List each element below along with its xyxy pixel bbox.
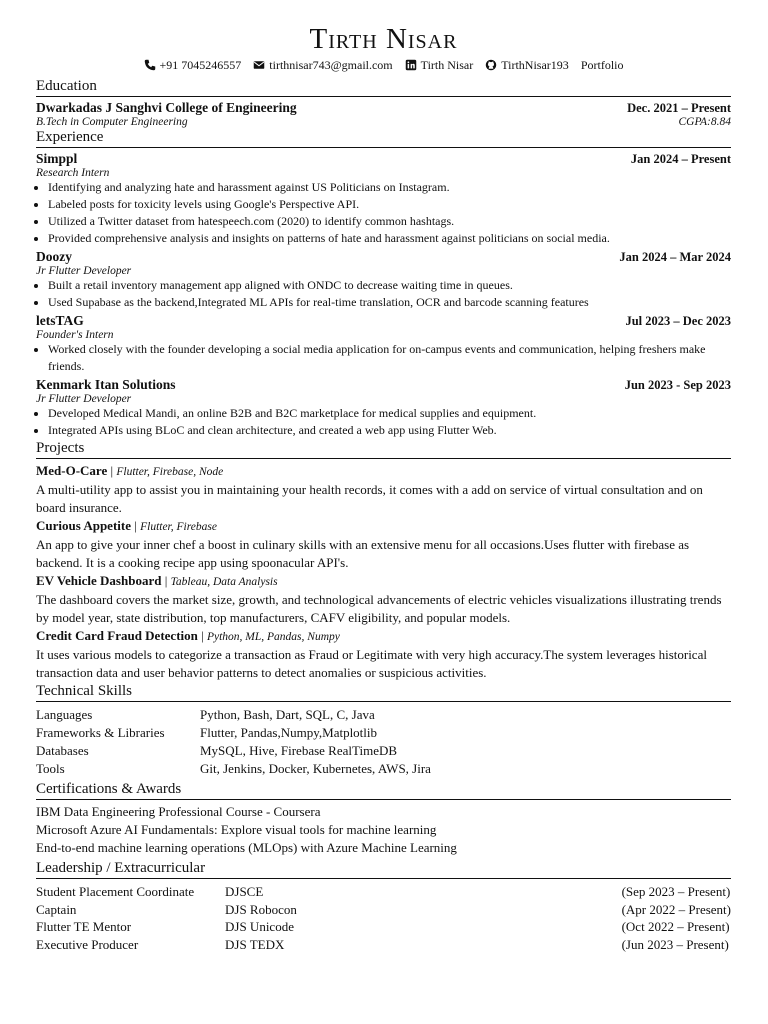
- project-ev-dashboard: [36, 572, 731, 627]
- job-date: Jul 2023 – Dec 2023: [625, 314, 731, 328]
- skills-title: Technical Skills: [36, 682, 731, 702]
- job-role: Founder's Intern: [36, 329, 114, 341]
- contact-bar: [36, 57, 731, 73]
- job-org: Doozy: [36, 249, 72, 264]
- contact-phone[interactable]: [144, 57, 242, 73]
- project-desc: An app to give your inner chef a boost in culinary skills with an extensive menu for all occasions.Uses flutter with firebase as backend. It is a cooking recipe app using spoonacular API's.: [36, 537, 690, 570]
- contact-email[interactable]: [253, 57, 392, 73]
- portfolio-text: Portfolio: [580, 58, 624, 72]
- education-title: Education: [36, 77, 731, 97]
- lead-org: DJS Unicode: [225, 919, 294, 934]
- job-org: letsTAG: [36, 313, 84, 328]
- skill-value: MySQL, Hive, Firebase RealTimeDB: [200, 743, 398, 758]
- job-bullet: • Used Supabase as the backend,Integrated ML APIs for real-time translation, OCR and barcode scanning features: [48, 294, 731, 311]
- portfolio-link[interactable]: [581, 57, 624, 73]
- job-bullet: • Built a retail inventory management app aligned with ONDC to decrease waiting time in queues.: [48, 277, 731, 294]
- job-bullet: • Identifying and analyzing hate and harassment against US Politicians on Instagram.: [48, 179, 731, 196]
- project-curious-appetite: [36, 517, 731, 572]
- education-date: Dec. 2021 – Present: [627, 101, 731, 115]
- linkedin-text: Tirth Nisar: [420, 58, 474, 72]
- certs-list: [36, 803, 731, 857]
- leadership-table: [36, 883, 731, 953]
- email-text: tirthnisar743@gmail.com: [269, 58, 393, 72]
- skill-value: Git, Jenkins, Docker, Kubernetes, AWS, Jira: [200, 761, 431, 776]
- contact-github[interactable]: [485, 57, 569, 73]
- linkedin-icon: [405, 59, 417, 71]
- phone-text: +91 7045246557: [159, 58, 242, 72]
- project-desc: A multi-utility app to assist you in maintaining your health records, it comes with a add on service of virtual consultation and on board insurance.: [36, 482, 703, 515]
- project-fraud-detection: [36, 627, 731, 682]
- lead-date: (Oct 2022 – Present): [621, 919, 730, 934]
- skill-label: Frameworks & Libraries: [36, 725, 165, 740]
- job-role: Jr Flutter Developer: [36, 265, 132, 277]
- project-desc: The dashboard covers the market size, growth, and technological advancements of electric vehicles visualizations illustrating trends by model year, state distribution, top manufacturers, CAFV eligibility, and popular models.: [36, 592, 722, 625]
- github-text: TirthNisar193: [501, 58, 569, 72]
- lead-org: DJS TEDX: [225, 936, 285, 952]
- job-bullet: • Worked closely with the founder developing a social media application for on-campus events and communication, helping freshers make friends.: [48, 341, 731, 375]
- school-name: Dwarkadas J Sanghvi College of Engineering: [36, 100, 297, 115]
- job-doozy: [36, 249, 731, 311]
- education-sub-row: [36, 116, 731, 128]
- job-role: Research Intern: [36, 167, 110, 179]
- job-simppl: [36, 151, 731, 247]
- skill-value: Python, Bash, Dart, SQL, C, Java: [200, 707, 375, 722]
- cert-item: Microsoft Azure AI Fundamentals: Explore visual tools for machine learning: [36, 822, 437, 837]
- project-separator: |: [130, 518, 141, 533]
- project-name: Med-O-Care: [36, 463, 108, 478]
- project-tech: Tableau, Data Analysis: [170, 576, 278, 588]
- lead-date: (Sep 2023 – Present): [621, 884, 731, 899]
- job-kenmark: [36, 377, 731, 439]
- project-tech: Flutter, Firebase: [140, 521, 217, 533]
- education-row: [36, 100, 731, 116]
- cgpa: CGPA:8.84: [678, 116, 731, 128]
- job-date: Jun 2023 - Sep 2023: [624, 378, 731, 392]
- project-separator: |: [197, 628, 207, 643]
- envelope-icon: [253, 59, 265, 71]
- lead-date: (Jun 2023 – Present): [621, 936, 729, 952]
- contact-linkedin[interactable]: [405, 57, 474, 73]
- project-tech: Flutter, Firebase, Node: [116, 466, 224, 478]
- project-separator: |: [161, 573, 171, 588]
- lead-role: Student Placement Coordinate: [36, 884, 195, 899]
- leadership-title: Leadership / Extracurricular: [36, 859, 731, 879]
- project-tech: Python, ML, Pandas, Numpy: [206, 631, 340, 643]
- job-date: Jan 2024 – Mar 2024: [619, 250, 731, 264]
- experience-title: Experience: [36, 128, 731, 148]
- cert-item: IBM Data Engineering Professional Course - Coursera: [36, 804, 321, 819]
- job-bullet: • Provided comprehensive analysis and insights on patterns of hate and harassment against politicians on social media.: [48, 230, 731, 247]
- job-org: Kenmark Itan Solutions: [36, 377, 176, 392]
- lead-role: Flutter TE Mentor: [36, 919, 132, 934]
- projects-title: Projects: [36, 439, 731, 459]
- certs-title: Certifications & Awards: [36, 780, 731, 800]
- project-name: EV Vehicle Dashboard: [36, 573, 162, 588]
- lead-date: (Apr 2022 – Present): [621, 901, 731, 917]
- lead-org: DJS Robocon: [225, 901, 297, 917]
- skill-label: Tools: [36, 761, 65, 776]
- project-desc: It uses various models to categorize a transaction as Fraud or Legitimate with very high accuracy.The system leverages historical transaction data and user behavior patterns to detect anomalies or suspicious activities.: [36, 647, 707, 680]
- project-name: Curious Appetite: [36, 518, 131, 533]
- skill-label: Languages: [36, 707, 93, 722]
- candidate-name: Tirth Nisar: [309, 23, 458, 55]
- github-icon: [485, 59, 497, 71]
- job-bullet: • Labeled posts for toxicity levels using Google's Perspective API.: [48, 196, 731, 213]
- lead-role: Captain: [36, 901, 77, 917]
- job-bullet: • Integrated APIs using BLoC and clean architecture, and created a web app using Flutter Web.: [48, 422, 731, 439]
- job-bullet: • Developed Medical Mandi, an online B2B and B2C marketplace for medical supplies and equipment.: [48, 405, 731, 422]
- skills-table: [36, 706, 731, 778]
- lead-org: DJSCE: [225, 884, 264, 899]
- cert-item: End-to-end machine learning operations (MLOps) with Azure Machine Learning: [36, 840, 457, 855]
- skill-value: Flutter, Pandas,Numpy,Matplotlib: [200, 725, 378, 740]
- degree: B.Tech in Computer Engineering: [36, 116, 188, 128]
- resume-page: [36, 0, 731, 953]
- phone-icon: [144, 59, 156, 71]
- lead-role: Executive Producer: [36, 936, 139, 952]
- job-date: Jan 2024 – Present: [630, 152, 731, 166]
- project-name: Credit Card Fraud Detection: [36, 628, 198, 643]
- job-org: Simppl: [36, 151, 78, 166]
- job-role: Jr Flutter Developer: [36, 393, 132, 405]
- job-letstag: [36, 313, 731, 375]
- project-separator: |: [107, 463, 117, 478]
- job-bullet: • Utilized a Twitter dataset from hatespeech.com (2020) to identify common hashtags.: [48, 213, 731, 230]
- project-medocare: [36, 462, 731, 517]
- skill-label: Databases: [36, 743, 89, 758]
